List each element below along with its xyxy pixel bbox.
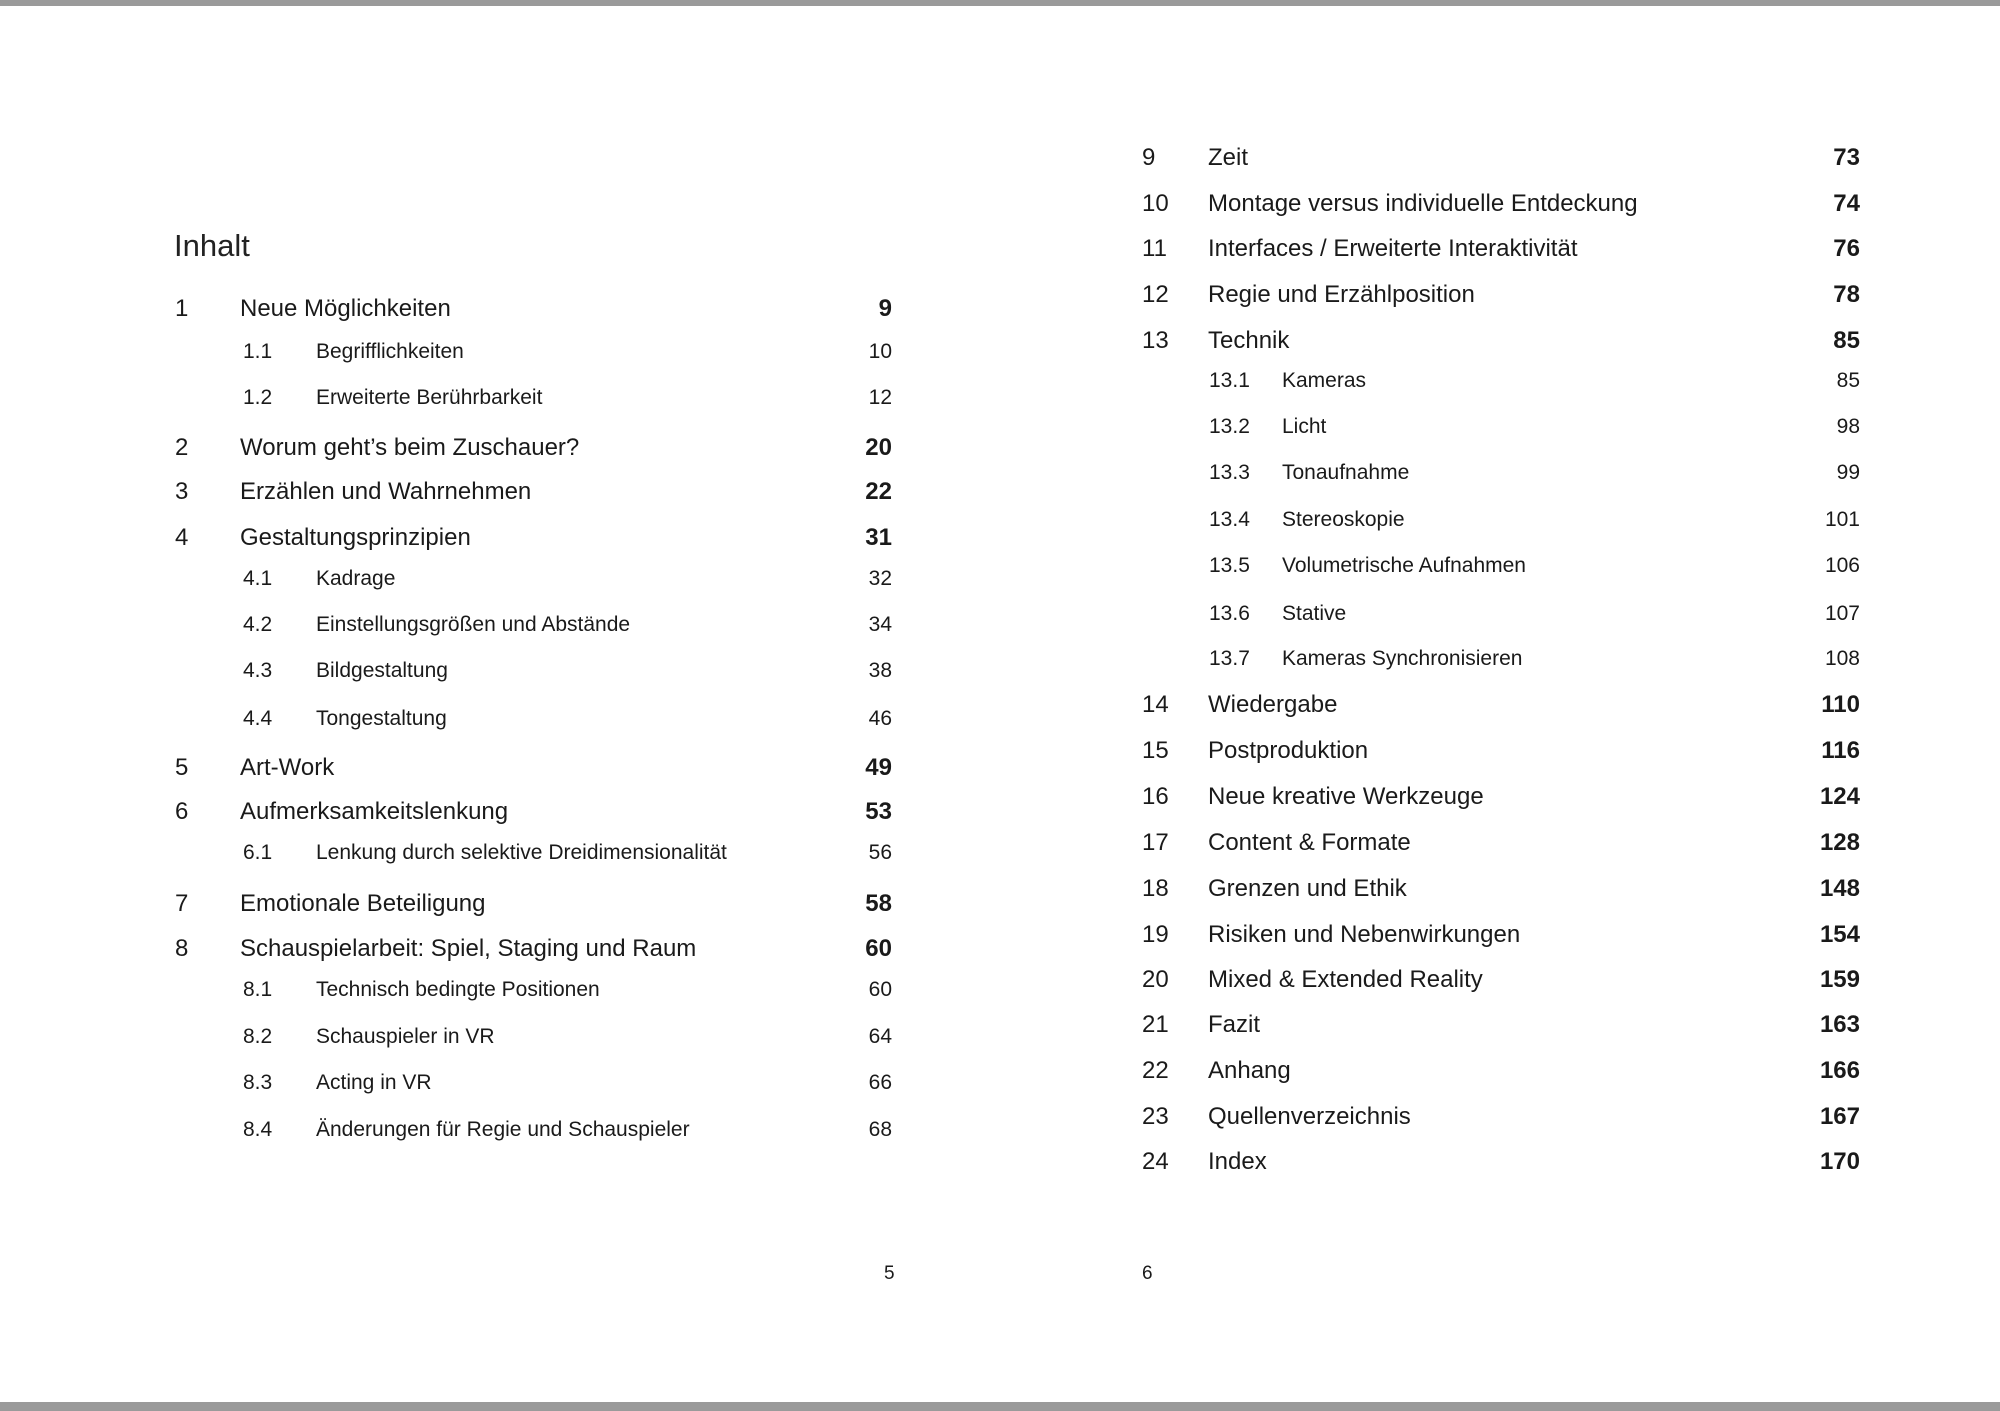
toc-chapter-entry bbox=[0, 326, 2000, 356]
entry-title: Stereoskopie bbox=[1282, 508, 1405, 531]
entry-page-number: 34 bbox=[868, 613, 892, 636]
entry-title: Erzählen und Wahrnehmen bbox=[240, 478, 532, 505]
toc-chapter-entry bbox=[0, 189, 2000, 219]
toc-title: Inhalt bbox=[174, 228, 250, 263]
entry-title: Emotionale Beteiligung bbox=[240, 890, 486, 917]
entry-page-number: 170 bbox=[1819, 1148, 1860, 1175]
entry-page-number: 101 bbox=[1824, 508, 1860, 531]
entry-number: 6.1 bbox=[243, 841, 273, 864]
entry-number: 21 bbox=[1142, 1011, 1169, 1038]
entry-number: 24 bbox=[1142, 1148, 1169, 1175]
entry-title: Art-Work bbox=[240, 754, 335, 781]
entry-title: Regie und Erzählposition bbox=[1208, 281, 1475, 308]
entry-page-number: 76 bbox=[1833, 235, 1860, 262]
entry-number: 13.1 bbox=[1209, 369, 1250, 392]
entry-number: 18 bbox=[1142, 875, 1169, 902]
entry-page-number: 58 bbox=[865, 890, 892, 917]
toc-section-entry bbox=[0, 599, 2000, 629]
toc-section-entry bbox=[0, 551, 2000, 581]
entry-number: 4.4 bbox=[243, 707, 273, 730]
toc-chapter-entry bbox=[0, 736, 2000, 766]
entry-page-number: 22 bbox=[865, 478, 892, 505]
toc-section-entry bbox=[0, 644, 2000, 674]
entry-title: Kadrage bbox=[316, 567, 396, 590]
entry-title: Erweiterte Berührbarkeit bbox=[316, 386, 543, 409]
entry-title: Mixed & Extended Reality bbox=[1208, 966, 1483, 993]
entry-number: 14 bbox=[1142, 691, 1169, 718]
entry-title: Interfaces / Erweiterte Interaktivität bbox=[1208, 235, 1578, 262]
entry-title: Lenkung durch selektive Dreidimensionalität bbox=[316, 841, 727, 864]
entry-title: Kameras Synchronisieren bbox=[1282, 647, 1523, 670]
entry-title: Gestaltungsprinzipien bbox=[240, 524, 471, 551]
entry-title: Tongestaltung bbox=[316, 707, 447, 730]
entry-number: 17 bbox=[1142, 829, 1169, 856]
entry-page-number: 98 bbox=[1836, 415, 1860, 438]
toc-section-entry bbox=[0, 412, 2000, 442]
entry-page-number: 106 bbox=[1824, 554, 1860, 577]
entry-number: 13.6 bbox=[1209, 602, 1250, 625]
toc-section-entry bbox=[0, 366, 2000, 396]
toc-chapter-entry bbox=[0, 920, 2000, 950]
entry-title: Fazit bbox=[1208, 1011, 1261, 1038]
entry-number: 13.7 bbox=[1209, 647, 1250, 670]
toc-chapter-entry bbox=[0, 234, 2000, 264]
entry-page-number: 74 bbox=[1833, 190, 1860, 217]
entry-page-number: 20 bbox=[865, 434, 892, 461]
toc-section-entry bbox=[0, 458, 2000, 488]
entry-number: 12 bbox=[1142, 281, 1169, 308]
entry-number: 5 bbox=[175, 754, 189, 781]
entry-page-number: 85 bbox=[1836, 369, 1860, 392]
entry-page-number: 60 bbox=[865, 935, 892, 962]
entry-title: Stative bbox=[1282, 602, 1347, 625]
entry-title: Index bbox=[1208, 1148, 1267, 1175]
entry-number: 8.2 bbox=[243, 1025, 273, 1048]
entry-title: Volumetrische Aufnahmen bbox=[1282, 554, 1526, 577]
entry-page-number: 159 bbox=[1819, 966, 1860, 993]
entry-title: Wiedergabe bbox=[1208, 691, 1338, 718]
toc-chapter-entry bbox=[0, 1147, 2000, 1177]
entry-title: Bildgestaltung bbox=[316, 659, 448, 682]
entry-page-number: 148 bbox=[1819, 875, 1860, 902]
entry-number: 7 bbox=[175, 890, 189, 917]
viewer-top-border bbox=[0, 0, 2000, 6]
entry-number: 1 bbox=[175, 295, 189, 322]
entry-title: Acting in VR bbox=[316, 1071, 432, 1094]
entry-title: Technisch bedingte Positionen bbox=[316, 978, 600, 1001]
entry-title: Grenzen und Ethik bbox=[1208, 875, 1407, 902]
entry-number: 13.3 bbox=[1209, 461, 1250, 484]
entry-page-number: 128 bbox=[1819, 829, 1860, 856]
entry-title: Schauspieler in VR bbox=[316, 1025, 495, 1048]
entry-page-number: 10 bbox=[868, 340, 892, 363]
toc-chapter-entry bbox=[0, 828, 2000, 858]
entry-number: 13.5 bbox=[1209, 554, 1250, 577]
entry-page-number: 107 bbox=[1824, 602, 1860, 625]
entry-title: Aufmerksamkeitslenkung bbox=[240, 798, 509, 825]
entry-number: 9 bbox=[1142, 144, 1156, 171]
entry-title: Quellenverzeichnis bbox=[1208, 1103, 1411, 1130]
entry-page-number: 60 bbox=[868, 978, 892, 1001]
toc-section-entry bbox=[0, 505, 2000, 535]
toc-chapter-entry bbox=[0, 690, 2000, 720]
entry-title: Postproduktion bbox=[1208, 737, 1369, 764]
toc-chapter-entry bbox=[0, 874, 2000, 904]
entry-page-number: 38 bbox=[868, 659, 892, 682]
entry-title: Einstellungsgrößen und Abstände bbox=[316, 613, 631, 636]
toc-chapter-entry bbox=[0, 1010, 2000, 1040]
page-number-left: 5 bbox=[884, 1263, 895, 1284]
entry-page-number: 110 bbox=[1821, 691, 1860, 718]
entry-page-number: 124 bbox=[1819, 783, 1860, 810]
entry-title: Änderungen für Regie und Schauspieler bbox=[316, 1118, 690, 1141]
entry-number: 13.2 bbox=[1209, 415, 1250, 438]
entry-number: 16 bbox=[1142, 783, 1169, 810]
entry-page-number: 9 bbox=[878, 295, 892, 322]
entry-number: 6 bbox=[175, 798, 189, 825]
entry-page-number: 73 bbox=[1833, 144, 1860, 171]
entry-page-number: 31 bbox=[865, 524, 892, 551]
entry-title: Tonaufnahme bbox=[1282, 461, 1410, 484]
entry-number: 4.1 bbox=[243, 567, 273, 590]
entry-number: 1.2 bbox=[243, 386, 273, 409]
entry-title: Montage versus individuelle Entdeckung bbox=[1208, 190, 1638, 217]
entry-page-number: 66 bbox=[868, 1071, 892, 1094]
entry-number: 4.3 bbox=[243, 659, 273, 682]
entry-title: Neue Möglichkeiten bbox=[240, 295, 451, 322]
entry-page-number: 46 bbox=[868, 707, 892, 730]
entry-number: 10 bbox=[1142, 190, 1169, 217]
entry-title: Kameras bbox=[1282, 369, 1367, 392]
entry-page-number: 53 bbox=[865, 798, 892, 825]
entry-number: 8.4 bbox=[243, 1118, 273, 1141]
entry-title: Technik bbox=[1208, 327, 1290, 354]
entry-page-number: 85 bbox=[1833, 327, 1860, 354]
entry-page-number: 49 bbox=[865, 754, 892, 781]
entry-number: 23 bbox=[1142, 1103, 1169, 1130]
entry-number: 2 bbox=[175, 434, 189, 461]
toc-chapter-entry bbox=[0, 782, 2000, 812]
toc-chapter-entry bbox=[0, 965, 2000, 995]
entry-title: Content & Formate bbox=[1208, 829, 1411, 856]
toc-chapter-entry bbox=[0, 1056, 2000, 1086]
entry-number: 15 bbox=[1142, 737, 1169, 764]
entry-number: 11 bbox=[1142, 235, 1167, 262]
entry-number: 13 bbox=[1142, 327, 1169, 354]
entry-number: 4 bbox=[175, 524, 189, 551]
page-number-right: 6 bbox=[1142, 1263, 1153, 1284]
entry-page-number: 167 bbox=[1819, 1103, 1860, 1130]
entry-page-number: 68 bbox=[868, 1118, 892, 1141]
entry-title: Risiken und Nebenwirkungen bbox=[1208, 921, 1521, 948]
entry-title: Anhang bbox=[1208, 1057, 1291, 1084]
toc-chapter-entry bbox=[0, 143, 2000, 173]
entry-number: 8 bbox=[175, 935, 189, 962]
entry-page-number: 163 bbox=[1819, 1011, 1860, 1038]
entry-page-number: 166 bbox=[1819, 1057, 1860, 1084]
entry-page-number: 78 bbox=[1833, 281, 1860, 308]
entry-page-number: 154 bbox=[1819, 921, 1860, 948]
entry-title: Schauspielarbeit: Spiel, Staging und Raum bbox=[240, 935, 697, 962]
entry-number: 13.4 bbox=[1209, 508, 1250, 531]
entry-title: Zeit bbox=[1208, 144, 1249, 171]
entry-number: 8.3 bbox=[243, 1071, 273, 1094]
entry-number: 4.2 bbox=[243, 613, 273, 636]
entry-page-number: 64 bbox=[868, 1025, 892, 1048]
toc-chapter-entry bbox=[0, 1102, 2000, 1132]
entry-title: Begrifflichkeiten bbox=[316, 340, 464, 363]
entry-title: Licht bbox=[1282, 415, 1327, 438]
entry-page-number: 12 bbox=[868, 386, 892, 409]
entry-title: Worum geht’s beim Zuschauer? bbox=[240, 434, 580, 461]
entry-page-number: 32 bbox=[868, 567, 892, 590]
entry-number: 19 bbox=[1142, 921, 1169, 948]
viewer-bottom-border bbox=[0, 1402, 2000, 1411]
entry-title: Neue kreative Werkzeuge bbox=[1208, 783, 1484, 810]
entry-page-number: 99 bbox=[1836, 461, 1860, 484]
entry-page-number: 116 bbox=[1821, 737, 1860, 764]
entry-number: 22 bbox=[1142, 1057, 1169, 1084]
entry-page-number: 108 bbox=[1824, 647, 1860, 670]
toc-chapter-entry bbox=[0, 280, 2000, 310]
entry-number: 8.1 bbox=[243, 978, 273, 1001]
entry-number: 1.1 bbox=[243, 340, 273, 363]
entry-page-number: 56 bbox=[868, 841, 892, 864]
entry-number: 20 bbox=[1142, 966, 1169, 993]
entry-number: 3 bbox=[175, 478, 189, 505]
